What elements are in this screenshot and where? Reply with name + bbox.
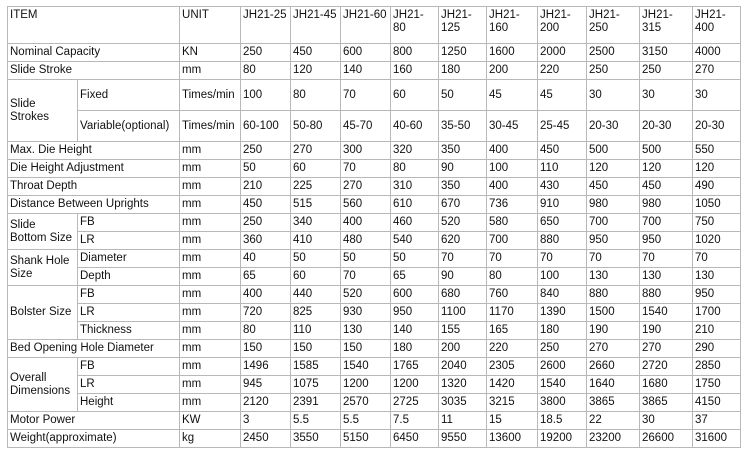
value-cell: 110 <box>291 322 341 340</box>
unit-cell: mm <box>180 178 241 196</box>
value-cell: 500 <box>587 142 640 160</box>
value-cell: 130 <box>640 268 693 286</box>
value-cell: 550 <box>693 142 741 160</box>
header-model: JH21-400 <box>693 7 741 44</box>
value-cell: 50 <box>241 160 291 178</box>
value-cell: 3 <box>241 412 291 430</box>
value-cell: 2725 <box>391 394 439 412</box>
value-cell: 60 <box>291 268 341 286</box>
value-cell: 120 <box>693 160 741 178</box>
value-cell: 3865 <box>587 394 640 412</box>
value-cell: 2450 <box>241 430 291 448</box>
value-cell: 580 <box>487 214 538 232</box>
value-cell: 15 <box>487 412 538 430</box>
value-cell: 290 <box>693 340 741 358</box>
value-cell: 1020 <box>693 232 741 250</box>
value-cell: 165 <box>487 322 538 340</box>
value-cell: 1200 <box>391 376 439 394</box>
value-cell: 400 <box>241 286 291 304</box>
value-cell: 450 <box>241 196 291 214</box>
value-cell: 1170 <box>487 304 538 322</box>
value-cell: 450 <box>538 142 587 160</box>
header-model: JH21-125 <box>439 7 487 44</box>
value-cell: 100 <box>538 268 587 286</box>
row-slide-strokes-variable <box>8 111 741 142</box>
value-cell: 80 <box>391 160 439 178</box>
value-cell: 3035 <box>439 394 487 412</box>
value-cell: 45 <box>538 80 587 111</box>
value-cell: 430 <box>538 178 587 196</box>
unit-cell: mm <box>180 304 241 322</box>
value-cell: 320 <box>391 142 439 160</box>
value-cell: 190 <box>587 322 640 340</box>
value-cell: 90 <box>439 268 487 286</box>
value-cell: 460 <box>391 214 439 232</box>
value-cell: 270 <box>693 62 741 80</box>
value-cell: 1680 <box>640 376 693 394</box>
value-cell: 1765 <box>391 358 439 376</box>
value-cell: 930 <box>341 304 391 322</box>
row-label: Bed Opening Hole Diameter <box>8 340 180 358</box>
row-max-die-height <box>8 142 741 160</box>
value-cell: 150 <box>291 340 341 358</box>
value-cell: 1250 <box>439 44 487 62</box>
value-cell: 945 <box>241 376 291 394</box>
value-cell: 700 <box>587 214 640 232</box>
header-model: JH21-60 <box>341 7 391 44</box>
value-cell: 80 <box>291 80 341 111</box>
value-cell: 65 <box>391 268 439 286</box>
row-bed-opening-hole-diameter <box>8 340 741 358</box>
value-cell: 80 <box>241 322 291 340</box>
unit-cell: Times/min <box>180 111 241 142</box>
value-cell: 210 <box>241 178 291 196</box>
value-cell: 400 <box>487 142 538 160</box>
value-cell: 130 <box>341 322 391 340</box>
value-cell: 26600 <box>640 430 693 448</box>
value-cell: 130 <box>693 268 741 286</box>
value-cell: 1750 <box>693 376 741 394</box>
value-cell: 910 <box>538 196 587 214</box>
row-shank-hole-size-diameter <box>8 250 741 268</box>
value-cell: 720 <box>241 304 291 322</box>
row-motor-power <box>8 412 741 430</box>
value-cell: 5.5 <box>291 412 341 430</box>
value-cell: 50 <box>391 250 439 268</box>
value-cell: 45 <box>487 80 538 111</box>
value-cell: 2000 <box>538 44 587 62</box>
value-cell: 200 <box>439 340 487 358</box>
value-cell: 3215 <box>487 394 538 412</box>
header-model: JH21-250 <box>587 7 640 44</box>
group-label: Slide Strokes <box>8 80 78 142</box>
value-cell: 300 <box>341 142 391 160</box>
value-cell: 736 <box>487 196 538 214</box>
value-cell: 600 <box>391 286 439 304</box>
unit-cell: mm <box>180 322 241 340</box>
value-cell: 120 <box>640 160 693 178</box>
value-cell: 150 <box>241 340 291 358</box>
row-label: Throat Depth <box>8 178 180 196</box>
value-cell: 20-30 <box>587 111 640 142</box>
unit-cell: mm <box>180 286 241 304</box>
value-cell: 880 <box>538 232 587 250</box>
header-model: JH21-200 <box>538 7 587 44</box>
value-cell: 250 <box>640 62 693 80</box>
value-cell: 2850 <box>693 358 741 376</box>
value-cell: 2305 <box>487 358 538 376</box>
value-cell: 18.5 <box>538 412 587 430</box>
row-weight <box>8 430 741 448</box>
unit-cell: mm <box>180 160 241 178</box>
header-model: JH21-160 <box>487 7 538 44</box>
value-cell: 700 <box>640 214 693 232</box>
value-cell: 880 <box>640 286 693 304</box>
value-cell: 30 <box>640 412 693 430</box>
row-overall-dimensions-fb <box>8 358 741 376</box>
unit-cell: KW <box>180 412 241 430</box>
value-cell: 360 <box>241 232 291 250</box>
row-bolster-size-fb <box>8 286 741 304</box>
value-cell: 1600 <box>487 44 538 62</box>
value-cell: 270 <box>640 340 693 358</box>
sub-label: LR <box>78 304 180 322</box>
row-bolster-size-lr <box>8 304 741 322</box>
value-cell: 350 <box>439 178 487 196</box>
value-cell: 700 <box>487 232 538 250</box>
value-cell: 250 <box>241 142 291 160</box>
group-label: Slide Bottom Size <box>8 214 78 250</box>
value-cell: 7.5 <box>391 412 439 430</box>
sub-label: Diameter <box>78 250 180 268</box>
value-cell: 160 <box>391 62 439 80</box>
value-cell: 760 <box>487 286 538 304</box>
specification-table <box>7 6 741 448</box>
value-cell: 45-70 <box>341 111 391 142</box>
value-cell: 600 <box>341 44 391 62</box>
value-cell: 880 <box>587 286 640 304</box>
value-cell: 70 <box>439 250 487 268</box>
unit-cell: mm <box>180 376 241 394</box>
sub-label: LR <box>78 232 180 250</box>
row-slide-stroke <box>8 62 741 80</box>
value-cell: 13600 <box>487 430 538 448</box>
value-cell: 70 <box>587 250 640 268</box>
value-cell: 1420 <box>487 376 538 394</box>
value-cell: 680 <box>439 286 487 304</box>
value-cell: 30 <box>693 80 741 111</box>
value-cell: 50 <box>439 80 487 111</box>
value-cell: 310 <box>391 178 439 196</box>
value-cell: 200 <box>487 62 538 80</box>
value-cell: 40 <box>241 250 291 268</box>
value-cell: 5.5 <box>341 412 391 430</box>
value-cell: 40-60 <box>391 111 439 142</box>
value-cell: 80 <box>241 62 291 80</box>
value-cell: 70 <box>341 80 391 111</box>
value-cell: 50-80 <box>291 111 341 142</box>
header-row <box>8 7 741 44</box>
value-cell: 4150 <box>693 394 741 412</box>
value-cell: 250 <box>587 62 640 80</box>
group-label: Overall Dimensions <box>8 358 78 412</box>
value-cell: 20-30 <box>640 111 693 142</box>
value-cell: 3150 <box>640 44 693 62</box>
value-cell: 70 <box>538 250 587 268</box>
value-cell: 225 <box>291 178 341 196</box>
sub-label: Height <box>78 394 180 412</box>
header-unit: UNIT <box>180 7 241 44</box>
unit-cell: Times/min <box>180 80 241 111</box>
value-cell: 110 <box>538 160 587 178</box>
value-cell: 3800 <box>538 394 587 412</box>
row-label: Die Height Adjustment <box>8 160 180 178</box>
value-cell: 1500 <box>587 304 640 322</box>
value-cell: 70 <box>693 250 741 268</box>
value-cell: 2600 <box>538 358 587 376</box>
value-cell: 1540 <box>341 358 391 376</box>
group-label: Bolster Size <box>8 286 78 340</box>
value-cell: 1390 <box>538 304 587 322</box>
value-cell: 490 <box>693 178 741 196</box>
value-cell: 440 <box>291 286 341 304</box>
row-label: Slide Stroke <box>8 62 180 80</box>
value-cell: 60 <box>291 160 341 178</box>
row-nominal-capacity <box>8 44 741 62</box>
value-cell: 70 <box>487 250 538 268</box>
value-cell: 340 <box>291 214 341 232</box>
value-cell: 50 <box>341 250 391 268</box>
value-cell: 30-45 <box>487 111 538 142</box>
value-cell: 450 <box>291 44 341 62</box>
value-cell: 840 <box>538 286 587 304</box>
value-cell: 100 <box>487 160 538 178</box>
value-cell: 410 <box>291 232 341 250</box>
value-cell: 3550 <box>291 430 341 448</box>
value-cell: 23200 <box>587 430 640 448</box>
row-slide-strokes-fixed <box>8 80 741 111</box>
value-cell: 1700 <box>693 304 741 322</box>
value-cell: 220 <box>487 340 538 358</box>
value-cell: 30 <box>587 80 640 111</box>
row-bolster-size-thickness <box>8 322 741 340</box>
row-shank-hole-size-depth <box>8 268 741 286</box>
value-cell: 1496 <box>241 358 291 376</box>
value-cell: 800 <box>391 44 439 62</box>
value-cell: 250 <box>241 214 291 232</box>
value-cell: 825 <box>291 304 341 322</box>
value-cell: 120 <box>587 160 640 178</box>
sub-label: Thickness <box>78 322 180 340</box>
value-cell: 140 <box>341 62 391 80</box>
row-label: Motor Power <box>8 412 180 430</box>
value-cell: 450 <box>640 178 693 196</box>
sub-label: Variable(optional) <box>78 111 180 142</box>
value-cell: 610 <box>391 196 439 214</box>
header-model: JH21-80 <box>391 7 439 44</box>
value-cell: 520 <box>341 286 391 304</box>
value-cell: 60-100 <box>241 111 291 142</box>
value-cell: 2660 <box>587 358 640 376</box>
value-cell: 450 <box>587 178 640 196</box>
header-model: JH21-45 <box>291 7 341 44</box>
unit-cell: mm <box>180 62 241 80</box>
value-cell: 210 <box>693 322 741 340</box>
sub-label: FB <box>78 286 180 304</box>
value-cell: 980 <box>640 196 693 214</box>
value-cell: 140 <box>391 322 439 340</box>
unit-cell: mm <box>180 340 241 358</box>
row-label: Distance Between Uprights <box>8 196 180 214</box>
row-slide-bottom-size-lr <box>8 232 741 250</box>
unit-cell: mm <box>180 358 241 376</box>
value-cell: 22 <box>587 412 640 430</box>
value-cell: 1075 <box>291 376 341 394</box>
value-cell: 180 <box>538 322 587 340</box>
value-cell: 80 <box>487 268 538 286</box>
value-cell: 2720 <box>640 358 693 376</box>
unit-cell: mm <box>180 268 241 286</box>
value-cell: 130 <box>587 268 640 286</box>
header-model: JH21-315 <box>640 7 693 44</box>
value-cell: 2500 <box>587 44 640 62</box>
value-cell: 480 <box>341 232 391 250</box>
value-cell: 950 <box>640 232 693 250</box>
value-cell: 31600 <box>693 430 741 448</box>
value-cell: 220 <box>538 62 587 80</box>
unit-cell: mm <box>180 214 241 232</box>
value-cell: 70 <box>341 160 391 178</box>
value-cell: 270 <box>291 142 341 160</box>
value-cell: 1320 <box>439 376 487 394</box>
value-cell: 1585 <box>291 358 341 376</box>
value-cell: 150 <box>341 340 391 358</box>
row-overall-dimensions-lr <box>8 376 741 394</box>
value-cell: 70 <box>341 268 391 286</box>
value-cell: 120 <box>291 62 341 80</box>
value-cell: 560 <box>341 196 391 214</box>
row-label: Max. Die Height <box>8 142 180 160</box>
value-cell: 270 <box>587 340 640 358</box>
value-cell: 400 <box>341 214 391 232</box>
value-cell: 37 <box>693 412 741 430</box>
value-cell: 950 <box>693 286 741 304</box>
value-cell: 750 <box>693 214 741 232</box>
value-cell: 1540 <box>640 304 693 322</box>
value-cell: 400 <box>487 178 538 196</box>
unit-cell: KN <box>180 44 241 62</box>
value-cell: 65 <box>241 268 291 286</box>
value-cell: 950 <box>391 304 439 322</box>
value-cell: 1640 <box>587 376 640 394</box>
value-cell: 3865 <box>640 394 693 412</box>
value-cell: 6450 <box>391 430 439 448</box>
row-label: Nominal Capacity <box>8 44 180 62</box>
value-cell: 4000 <box>693 44 741 62</box>
value-cell: 155 <box>439 322 487 340</box>
value-cell: 20-30 <box>693 111 741 142</box>
value-cell: 2570 <box>341 394 391 412</box>
value-cell: 2391 <box>291 394 341 412</box>
value-cell: 1100 <box>439 304 487 322</box>
value-cell: 19200 <box>538 430 587 448</box>
value-cell: 950 <box>587 232 640 250</box>
value-cell: 100 <box>241 80 291 111</box>
value-cell: 25-45 <box>538 111 587 142</box>
value-cell: 670 <box>439 196 487 214</box>
value-cell: 350 <box>439 142 487 160</box>
value-cell: 1200 <box>341 376 391 394</box>
unit-cell: mm <box>180 142 241 160</box>
unit-cell: kg <box>180 430 241 448</box>
header-item: ITEM <box>8 7 180 44</box>
header-model: JH21-25 <box>241 7 291 44</box>
sub-label: Depth <box>78 268 180 286</box>
value-cell: 50 <box>291 250 341 268</box>
row-distance-between-uprights <box>8 196 741 214</box>
value-cell: 2040 <box>439 358 487 376</box>
unit-cell: mm <box>180 250 241 268</box>
value-cell: 180 <box>439 62 487 80</box>
value-cell: 180 <box>391 340 439 358</box>
group-label: Shank Hole Size <box>8 250 78 286</box>
value-cell: 500 <box>640 142 693 160</box>
value-cell: 90 <box>439 160 487 178</box>
value-cell: 620 <box>439 232 487 250</box>
value-cell: 2120 <box>241 394 291 412</box>
value-cell: 250 <box>241 44 291 62</box>
value-cell: 60 <box>391 80 439 111</box>
value-cell: 515 <box>291 196 341 214</box>
unit-cell: mm <box>180 196 241 214</box>
value-cell: 5150 <box>341 430 391 448</box>
value-cell: 1050 <box>693 196 741 214</box>
row-die-height-adjustment <box>8 160 741 178</box>
unit-cell: mm <box>180 232 241 250</box>
sub-label: FB <box>78 358 180 376</box>
sub-label: FB <box>78 214 180 232</box>
row-throat-depth <box>8 178 741 196</box>
value-cell: 980 <box>587 196 640 214</box>
row-overall-dimensions-height <box>8 394 741 412</box>
value-cell: 30 <box>640 80 693 111</box>
value-cell: 1540 <box>538 376 587 394</box>
value-cell: 520 <box>439 214 487 232</box>
row-slide-bottom-size-fb <box>8 214 741 232</box>
value-cell: 9550 <box>439 430 487 448</box>
value-cell: 11 <box>439 412 487 430</box>
value-cell: 270 <box>341 178 391 196</box>
value-cell: 190 <box>640 322 693 340</box>
value-cell: 250 <box>538 340 587 358</box>
value-cell: 70 <box>640 250 693 268</box>
row-label: Weight(approximate) <box>8 430 180 448</box>
value-cell: 540 <box>391 232 439 250</box>
sub-label: Fixed <box>78 80 180 111</box>
unit-cell: mm <box>180 394 241 412</box>
sub-label: LR <box>78 376 180 394</box>
value-cell: 35-50 <box>439 111 487 142</box>
value-cell: 650 <box>538 214 587 232</box>
